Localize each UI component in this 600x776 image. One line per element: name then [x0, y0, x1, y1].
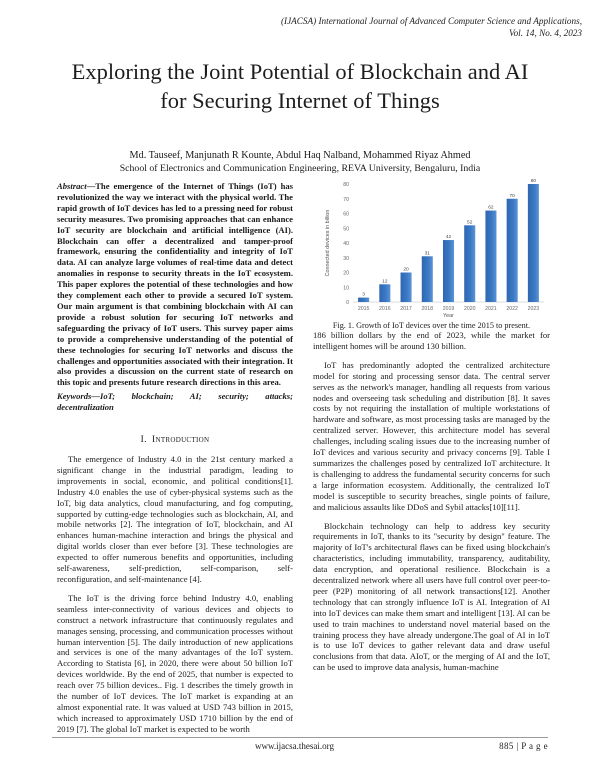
bar — [507, 199, 518, 302]
y-tick-label: 10 — [343, 285, 349, 292]
abstract — [57, 181, 293, 388]
x-axis-label: Year — [443, 313, 454, 319]
figure-caption: Fig. 1. Growth of IoT devices over the time 2015 to present. — [332, 321, 531, 330]
x-tick-label: 2022 — [506, 306, 518, 312]
section-heading — [57, 435, 293, 446]
data-label: 3 — [362, 292, 365, 298]
architecture-paragraph: IoT has predominantly adopted the centralized architecture model for storing and processing sensor data. The central server serves as the network's manager, handling all requests from various nodes and overseeing task scheduling and distribution [8]. It saves costs by not requiring the installation of multiple workstations of hardware and software, as most processing tasks are managed by the centralized server. However, this architecture model has several challenges, including scaling issues due to the increasing number of IoT devices and various security and privacy concerns [9]. Table I summarizes the challenges posed by centralized IoT architecture. It is challenging to address the fundamental security concerns for such a large information ecosystem. Additionally, the centralized IoT model is susceptible to security breaches, single points of failure, and malicious assaults like DDoS and Sybil attacks[10][11]. — [313, 359, 550, 512]
data-label: 80 — [530, 179, 537, 184]
x-tick-label: 2018 — [421, 306, 434, 312]
y-axis-label: Connected devices in billion — [325, 209, 331, 277]
y-tick-label: 0 — [346, 300, 349, 306]
x-tick-label: 2020 — [463, 306, 476, 312]
data-label: 52 — [467, 220, 473, 226]
y-tick-label: 70 — [343, 196, 349, 203]
title-line-2: for Securing Internet of Things — [160, 88, 440, 113]
bar — [485, 211, 496, 302]
bar — [464, 225, 475, 302]
x-tick-label: 2019 — [442, 306, 455, 312]
data-label: 70 — [509, 193, 515, 199]
y-tick-label: 60 — [343, 211, 349, 218]
data-label: 31 — [424, 251, 430, 257]
blockchain-paragraph: Blockchain technology can help to address key security requirements in IoT, thanks to its "security by design" feature. The majority of IoT's architectural flaws can be fixed using blockchain's characteristics, including immutability, transparency, auditability, data encryption, and operational resilience. Blockchain is a decentralized network where all users have full control over peer-to-peer (P2P) monitoring of all network transactions[12]. Another technology that can strongly influence IoT is AI. Integration of AI into IoT devices can make them smart and intelligent [13]. AI can be used to train machines to understand novel material based on the training process they have already undergone.The goal of AI in IoT is to use IoT devices to gather relevant data and draw useful conclusions from that data. AIoT, or the merging of AI and the IoT, can be used to improve data analysis, human-machine — [313, 520, 550, 673]
page-number: 885 | P a g e — [499, 741, 548, 751]
data-label: 12 — [382, 279, 388, 285]
y-tick-label: 30 — [343, 255, 349, 262]
paper-title — [20, 57, 580, 115]
section-title: Introduction — [152, 435, 210, 446]
affiliation: School of Electronics and Communication Engineering, REVA University, Bengaluru, India — [119, 163, 481, 174]
author-list: Md. Tauseef, Manjunath R Kounte, Abdul Haq Nalband, Mohammed Riyaz Ahmed — [129, 150, 471, 161]
intro-paragraph-1: The emergence of Industry 4.0 in the 21st century marked a significant change in the industrial paradigm, leading to improvements in social, economic, and political conditions[1]. Industry 4.0 enables the use of cyber-physical systems such as the IoT, big data analytics, cloud manufacturing, and fog computing, supported by cutting-edge technologies such as blockchain, AI, and mobile networks [2]. The integration of IoT, blockchain, and AI enhances human-machine interaction and brings the physical and digital worlds closer than ever before [3]. These technologies are expected to offer numerous benefits and opportunities, including self-awareness, self-prediction, self-comparison, self-reconfiguration, and self-maintenance [4]. — [57, 454, 293, 584]
x-tick-label: 2021 — [485, 306, 497, 312]
bar — [443, 240, 454, 302]
y-tick-label: 20 — [343, 270, 349, 277]
bar — [528, 184, 539, 302]
data-label: 20 — [403, 267, 409, 273]
y-tick-label: 40 — [343, 241, 349, 247]
figure-1-chart — [319, 178, 550, 320]
journal-volume: Vol. 14, No. 4, 2023 — [509, 28, 582, 38]
bar-chart — [319, 178, 550, 320]
x-tick-label: 2015 — [357, 306, 370, 312]
bar — [379, 284, 390, 302]
abstract-text: The emergence of the Internet of Things (IoT) has revolutionized the way we interact with the physical world. The rapid growth of IoT devices has led to a pressing need for robust security measures. Two promising approaches that can enhance IoT security are blockchain and artificial intelligence (AI). Blockchain can offer a decentralized and tamper-proof framework, ensuring the confidentiality and integrity of IoT data. AI can analyze large volumes of real-time data and detect anomalies in response to security threats in the IoT ecosystem. This paper explores the potential of these technologies and how they complement each other to provide a secured IoT system. Our main argument is that combining blockchain with AI can provide a robust solution for securing IoT networks and safeguarding the privacy of IoT users. This survey paper aims to provide a comprehensive understanding of the potential of these technologies for securing IoT networks and discuss the challenges and opportunities associated with their integration. It also provides a discussion on the current state of research on this topic and presents future research directions in this area. — [57, 181, 293, 388]
footer-divider — [52, 737, 548, 738]
journal-name: (IJACSA) International Journal of Advanced Computer Science and Applications, — [280, 16, 582, 26]
intro-paragraph-2: The IoT is the driving force behind Industry 4.0, enabling seamless inter-connectivity of various devices and objects to construct a network infrastructure that continuously regulates and manages sensing, processing, and communication processes without human intervention [5]. The daily introduction of new applications and services is one of the many advantages of the IoT system. According to Statista [6], in 2020, there were about 50 billion IoT devices worldwide. By the end of 2025, that number is expected to reach over 75 billion devices.. Fig. 1 describes the timely growth in the number of IoT devices. The IoT market is expanding at an almost exponential rate. It was valued at USD 743 billion in 2015, which increased to approximately USD 1710 billion by the end of 2019 [7]. The global IoT market is expected to be worth — [57, 592, 293, 734]
keywords: Keywords—IoT; blockchain; AI; security; attacks; decentralization — [57, 391, 293, 413]
bar — [358, 298, 369, 302]
bar — [401, 273, 412, 303]
x-tick-label: 2016 — [379, 306, 391, 312]
x-tick-label: 2017 — [400, 306, 412, 312]
x-tick-label: 2023 — [527, 306, 540, 312]
journal-header — [242, 15, 582, 39]
right-column — [313, 330, 550, 673]
data-label: 42 — [445, 235, 452, 241]
section-number: I. — [140, 435, 147, 446]
bar — [422, 256, 433, 302]
abstract-dash: — — [86, 181, 96, 191]
y-tick-label: 80 — [343, 182, 349, 188]
abstract-lead: Abstract — [57, 181, 87, 191]
left-column — [57, 181, 293, 735]
data-label: 62 — [488, 205, 494, 211]
continued-paragraph: 186 billion dollars by the end of 2023, while the market for intelligent homes will be around 130 billion. — [313, 330, 550, 351]
footer-url: www.ijacsa.thesai.org — [255, 741, 334, 751]
title-line-1: Exploring the Joint Potential of Blockchain and AI — [71, 59, 529, 84]
y-tick-label: 50 — [343, 226, 349, 233]
